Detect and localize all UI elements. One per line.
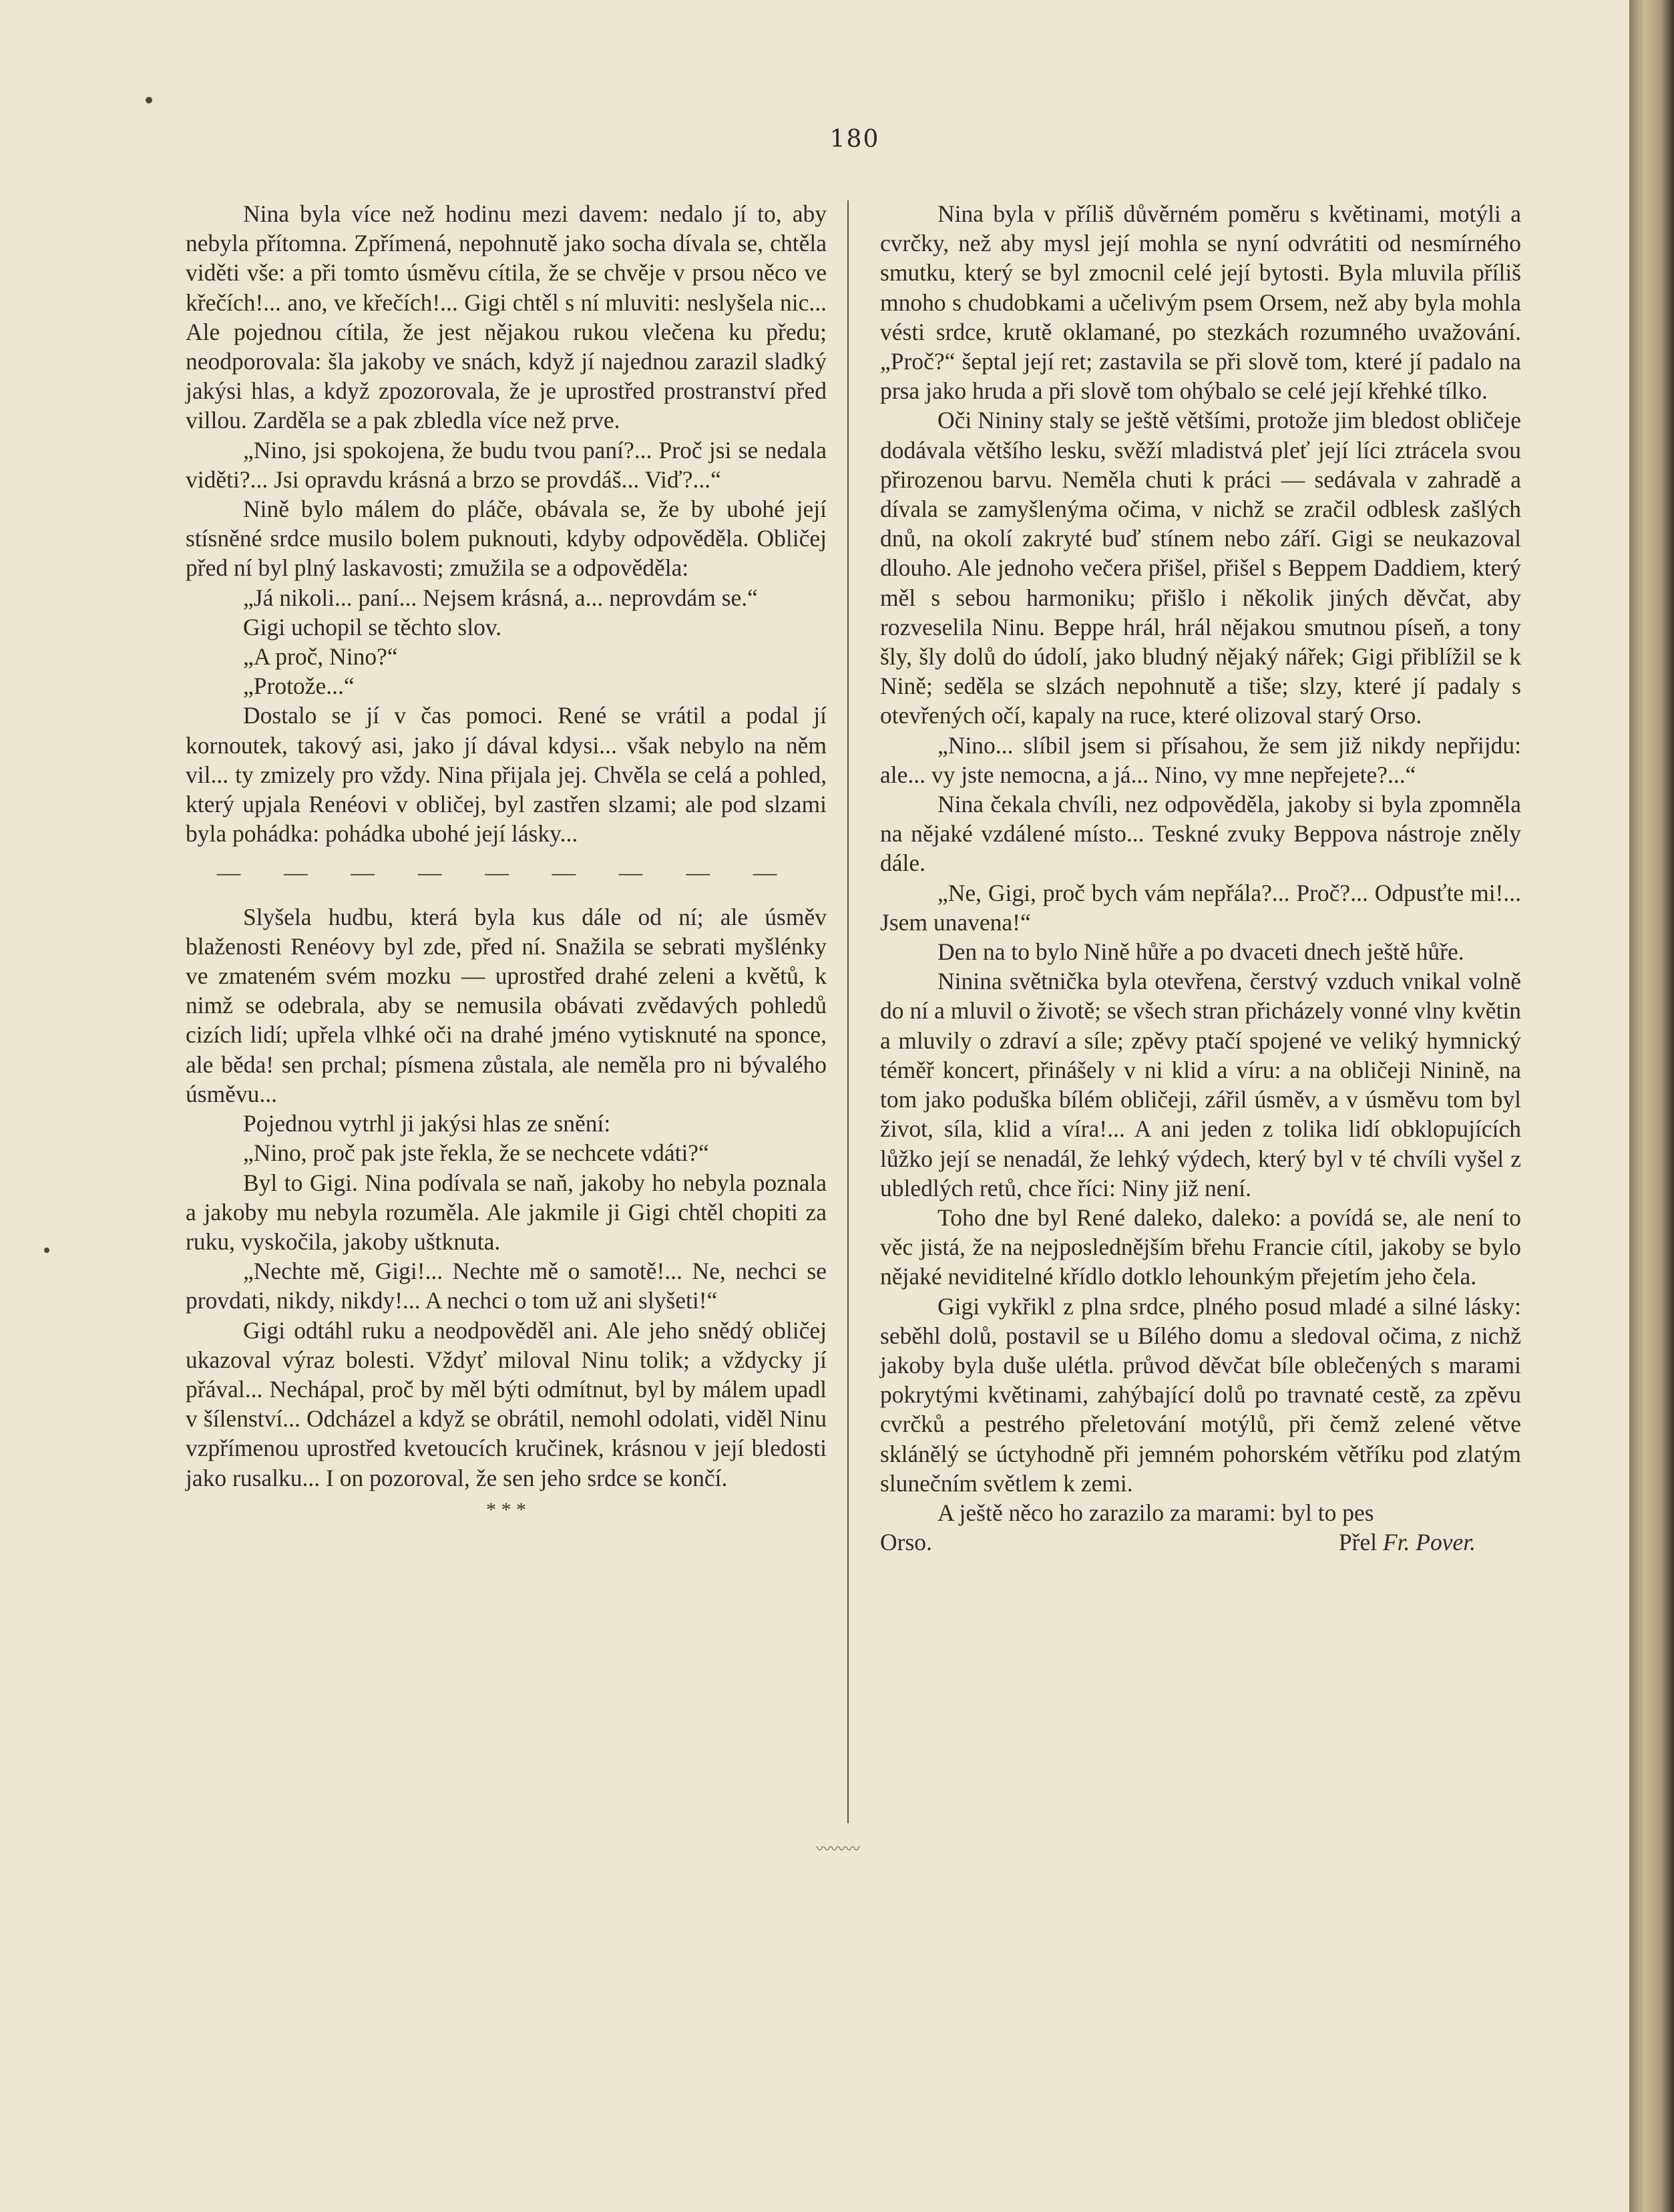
- column-divider: [847, 200, 849, 1823]
- wavy-ornament: [798, 1843, 878, 1857]
- book-spine-edge: [1629, 0, 1674, 2212]
- paragraph: „Nechte mě, Gigi!... Nechte mě o samotě!... Ne, nechci se provdati, nikdy, nikdy!... A nechci o tom už ani slyšeti!“: [186, 1258, 827, 1314]
- ornament-glyphs: 〰〰〰: [815, 1841, 860, 1858]
- closing-line: [880, 1527, 1521, 1557]
- paragraph: „Protože...“: [243, 673, 355, 700]
- paragraph: „Nino, jsi spokojena, že budu tvou paní?... Proč jsi se nedala viděti?... Jsi opravdu krásná a brzo se provdáš... Viď?...“: [186, 436, 827, 493]
- paragraph: Nina čekala chvíli, nez odpověděla, jakoby si byla zpomněla na nějaké vzdálené místo... Teskné zvuky Beppova nástroje zněly dále.: [880, 791, 1521, 877]
- paragraph: „Nino, proč pak jste řekla, že se nechcete vdáti?“: [243, 1139, 709, 1167]
- right-column: [880, 199, 1521, 1557]
- page-number: 180: [829, 126, 880, 153]
- paragraph: Byl to Gigi. Nina podívala se naň, jakoby ho nebyla poznala a jakoby mu nebyla rozuměla. Ale jakmile ji Gigi chtěl chopiti za ruku, vyskočila, jakoby uštknuta.: [186, 1169, 827, 1255]
- paragraph: A ještě něco ho zarazilo za marami: byl to pes: [937, 1499, 1374, 1526]
- paragraph: Nina byla více než hodinu mezi davem: nedalo jí to, aby nebyla přítomna. Zpřímená, nepohnutě jako socha dívala se, chtěla viděti vše: a při tomto úsměvu cítila, že se chvěje v prsou něco ve křečích!... ano, ve křečích!... Gigi chtěl s ní mluviti: neslyšela nic... Ale pojednou cítila, že jest nějakou rukou vlečena ku předu; neodporovala: šla jakoby ve snách, když jí najednou zarazil sladký jakýsi hlas, a když zpozorovala, že je uprostřed prostranství před villou. Zarděla se a pak zbledla více než prve.: [186, 200, 827, 434]
- paragraph: Den na to bylo Nině hůře a po dvaceti dnech ještě hůře.: [937, 938, 1464, 966]
- paragraph: Slyšela hudbu, která byla kus dále od ní; ale úsměv blaženosti Renéovy byl zde, před ní. Snažila se sebrati myšlénky ve zmateném svém mozku — uprostřed drahé zeleni a květů, k nimž se odebrala, aby se nemusila obávati zvědavých pohledů cizích lidí; upřela vlhké oči na drahé jméno vytisknuté na sponce, ale běda! sen prchal; písmena zůstala, ale neměla pro ni bývalého úsměvu...: [186, 903, 827, 1107]
- ink-spot: [146, 97, 152, 104]
- paragraph: „A proč, Nino?“: [243, 643, 398, 671]
- paragraph: Gigi vykřikl z plna srdce, plného posud mladé a silné lásky: seběhl dolů, postavil se u Bílého domu a sledoval očima, z nichž jakoby byla duše ulétla. průvod děvčat bíle oblečených s marami pokrytými květinami, zahýbající dolů po travnaté cestě, za zpěvu cvrčků a pestrého přeletování motýlů, při čemž zelené větve sklánělý se úctyhodně při jemném pohorském větříku pod zlatým slunečním světlem k zemi.: [880, 1292, 1521, 1497]
- paragraph: Nina byla v příliš důvěrném poměru s květinami, motýli a cvrčky, než aby mysl její mohla se nyní odvrátiti od nesmírného smutku, který se byl zmocnil celé její bytosti. Byla mluvila příliš mnoho s chudobkami a učelivým psem Orsem, než aby byla mohla vésti srdce, krutě oklamané, po stezkách rozumného uvažování. „Proč?“ šeptal její ret; zastavila se při slově tom, které jí padalo na prsa jako hruda a při slově tom ohýbalo se celé její křehké tílko.: [880, 200, 1521, 405]
- paragraph: Ninina světnička byla otevřena, čerstvý vzduch vnikal volně do ní a mluvil o životě; se všech stran přicházely vonné vlny květin a mluvily o zdraví a síle; zpěvy ptačí spojené ve veliký hymnický téměř koncert, přinášely v ni klid a víru: a na obličeji Ninině, na tom jako poduška bílém obličeji, zářil úsměv, a v úsměvu tom byl život, síla, klid a víra!... A ani jeden z tolika lidí obklopujících lůžko její se nenadál, že lehký výdech, který byl v té chvíli vyšel z ubledlých retů, chce říci: Niny již není.: [880, 968, 1521, 1202]
- paragraph: Toho dne byl René daleko, daleko: a povídá se, ale není to věc jistá, že na nejposlednějším břehu Francie cítil, jakoby se bylo nějaké neviditelné křídlo dotklo lehounkým přejetím jeho čela.: [880, 1204, 1521, 1290]
- paragraph: Oči Nininy staly se ještě většími, protože jim bledost obličeje dodávala většího lesku, svěží mladistvá pleť její líci ztrácela svou přirozenou barvu. Neměla chuti k práci — sedávala v zahradě a dívala se zamyšlenýma očima, v nichž se zračil odblesk zašlých dnů, na okolí zakryté buď stínem nebo září. Gigi se neukazoval dlouho. Ale jednoho večera přišel, přišel s Beppem Daddiem, který měl s sebou harmoniku; přišlo i několik jiných děvčat, aby rozveselila Ninu. Beppe hrál, hrál nějakou smutnou píseň, a tony šly, šly dolů do údolí, jako bludný nějaký nářek; Gigi přiblížil se k Nině; seděla se slzách nepohnutě a tiše; slzy, které jí padaly s otevřených očí, kapaly na ruce, které olizoval starý Orso.: [880, 407, 1521, 729]
- paragraph: Gigi odtáhl ruku a neodpověděl ani. Ale jeho snědý obličej ukazoval výraz bolesti. Vždyť miloval Ninu tolik; a vždycky jí přával... Nechápal, proč by měl býti odmítnut, byl by málem upadl v šílenství... Odcházel a když se obrátil, nemohl odolati, viděl Ninu vzpřímenou uprostřed kvetoucích kručinek, krásnou v její bledosti jako rusalku... I on pozoroval, že sen jeho srdce se končí.: [186, 1316, 827, 1491]
- closing-word: Orso.: [880, 1529, 932, 1556]
- asterism: * * *: [486, 1498, 526, 1521]
- paragraph: „Ne, Gigi, proč bych vám nepřála?... Proč?... Odpusťte mi!... Jsem unavena!“: [880, 879, 1521, 936]
- paragraph: „Já nikoli... paní... Nejsem krásná, a... neprovdám se.“: [243, 584, 758, 611]
- translator-name: Fr. Pover.: [1382, 1529, 1476, 1556]
- paragraph: Dostalo se jí v čas pomoci. René se vrátil a podal jí kornoutek, takový asi, jako jí dával kdysi... však nebylo na něm vil... ty zmizely pro vždy. Nina přijala jej. Chvěla se celá a pohled, který upjala Renéovi v obličej, byl zastřen slzami; ale pod slzami byla pohádka: pohádka ubohé její lásky...: [186, 702, 827, 848]
- translator-signature: [1339, 1527, 1476, 1557]
- ink-spot: [44, 1248, 49, 1253]
- signature-prefix: Přel: [1338, 1529, 1378, 1556]
- section-separator: — — — — — — — — —: [216, 859, 796, 886]
- paragraph: Gigi uchopil se těchto slov.: [243, 613, 502, 640]
- paragraph: „Nino... slíbil jsem si přísahou, že sem již nikdy nepřijdu: ale... vy jste nemocna, a já... Nino, vy mne nepřejete?...“: [880, 731, 1521, 788]
- paragraph: Pojednou vytrhl ji jakýsi hlas ze snění:: [243, 1110, 611, 1137]
- left-column: [186, 199, 827, 1521]
- paragraph: Nině bylo málem do pláče, obávala se, že by ubohé její stísněné srdce musilo bolem puknouti, kdyby odpověděla. Obličej před ní byl plný laskavosti; zmužila se a odpověděla:: [186, 496, 827, 582]
